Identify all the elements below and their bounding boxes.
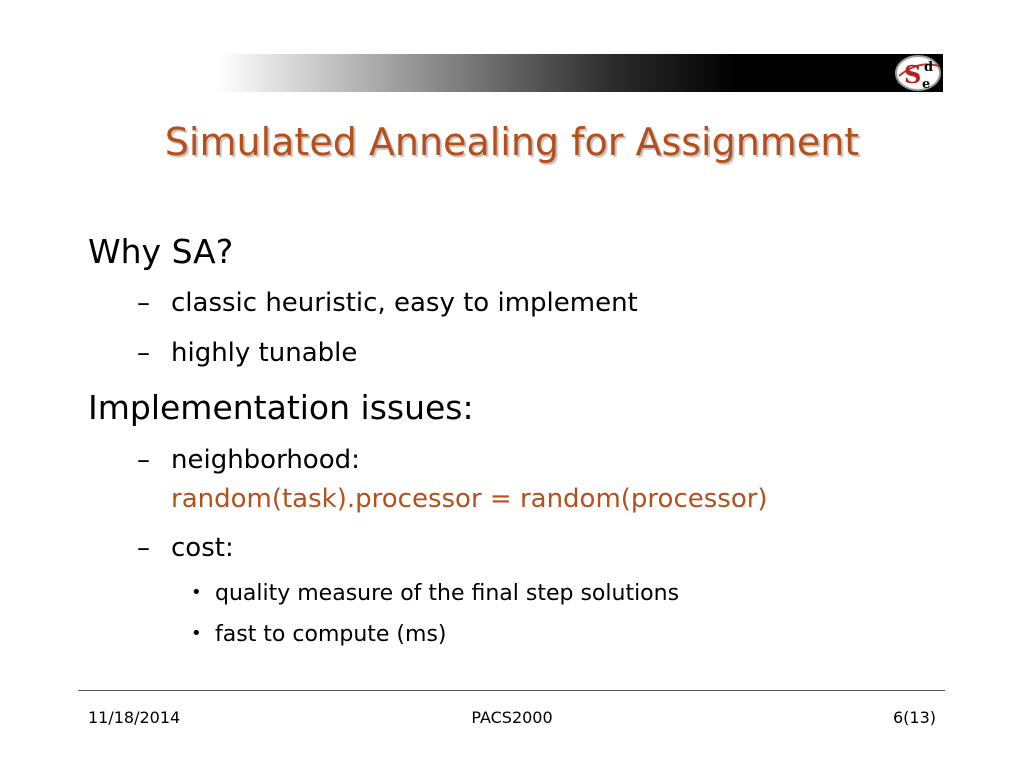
dash-marker: – bbox=[137, 445, 150, 475]
slide-title: Simulated Annealing for Assignment bbox=[164, 120, 860, 164]
logo-letter-d: d bbox=[924, 60, 934, 75]
neighborhood-formula: random(task).processor = random(processor) bbox=[171, 484, 768, 514]
dot-marker: • bbox=[191, 623, 202, 644]
subsubbullet-quality-measure bbox=[191, 581, 679, 606]
subbullet-cost bbox=[137, 533, 234, 563]
dash-marker: – bbox=[137, 338, 150, 368]
subbullet-text: cost: bbox=[171, 533, 234, 563]
bullet-implementation-issues: Implementation issues: bbox=[88, 388, 474, 427]
dot-marker: • bbox=[191, 582, 202, 603]
sde-logo-icon bbox=[889, 52, 947, 94]
logo-letter-s: S bbox=[904, 60, 922, 89]
subsubbullet-text: fast to compute (ms) bbox=[215, 622, 447, 647]
subsubbullet-fast-to-compute bbox=[191, 622, 447, 647]
logo-letter-e: e bbox=[922, 77, 931, 92]
footer-divider bbox=[78, 690, 945, 691]
dash-marker: – bbox=[137, 533, 150, 563]
subbullet-neighborhood bbox=[137, 445, 360, 475]
header-gradient-band bbox=[218, 54, 943, 92]
subbullet-text: neighborhood: bbox=[171, 445, 360, 475]
subbullet-text: highly tunable bbox=[171, 338, 358, 368]
bullet-why-sa: Why SA? bbox=[88, 232, 234, 271]
subbullet-classic-heuristic bbox=[137, 288, 638, 318]
footer-page-number: 6(13) bbox=[892, 708, 936, 727]
dash-marker: – bbox=[137, 288, 150, 318]
subbullet-text: classic heuristic, easy to implement bbox=[171, 288, 638, 318]
footer-date: 11/18/2014 bbox=[88, 708, 181, 727]
subbullet-highly-tunable bbox=[137, 338, 357, 368]
subsubbullet-text: quality measure of the final step solutions bbox=[215, 581, 680, 606]
footer-center-label: PACS2000 bbox=[471, 708, 553, 727]
